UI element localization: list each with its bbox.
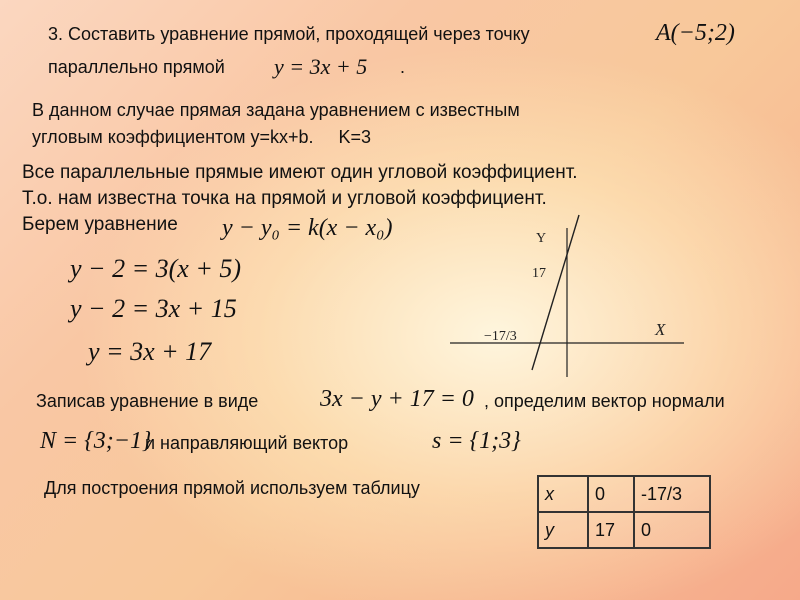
table-cell: y (538, 512, 588, 548)
table-cell: 0 (588, 476, 634, 512)
step-3-formula: y = 3x + 17 (88, 337, 212, 366)
y-axis-label: Y (536, 231, 547, 246)
table-cell: -17/3 (634, 476, 710, 512)
parallel-line-1: Все параллельные прямые имеют один угловой коэффициент. (22, 162, 578, 183)
general-form-formula: 3x − y + 17 = 0 (320, 386, 474, 412)
y-intercept-label: 17 (532, 266, 546, 281)
task-dot: . (400, 57, 406, 77)
task-line-1: 3. Составить уравнение прямой, проходящей через точку (48, 24, 530, 44)
table-cell: x (538, 476, 588, 512)
line-graph (440, 180, 690, 380)
explanation-line-1: В данном случае прямая задана уравнением с известным (32, 100, 520, 120)
vectors-connector: и направляющий вектор (145, 433, 349, 453)
table-row (538, 512, 710, 548)
table-cell: 17 (588, 512, 634, 548)
values-table (537, 475, 711, 549)
parallel-line-3: Берем уравнение (22, 214, 178, 235)
x-axis-label: X (655, 320, 666, 339)
general-form-suffix: , определим вектор нормали (484, 391, 725, 411)
normal-vector-formula: N = {3;−1} (40, 428, 152, 454)
table-intro: Для построения прямой используем таблицу (44, 478, 420, 498)
task-line-2: параллельно прямой (48, 57, 225, 77)
direction-vector-formula: s = {1;3} (432, 428, 521, 454)
general-form-prefix: Записав уравнение в виде (36, 391, 259, 411)
x-intercept-label: −17/3 (484, 329, 517, 344)
step-2-formula: y − 2 = 3x + 15 (70, 294, 237, 323)
point-slope-formula: y − y₀ = k(x − x₀) (222, 215, 393, 241)
table-cell: 0 (634, 512, 710, 548)
parallel-line-2: Т.о. нам известна точка на прямой и угловой коэффициент. (22, 188, 547, 209)
given-line-formula: y = 3x + 5 (274, 54, 368, 79)
explanation-line-2: угловым коэффициентом y=kx+b. K=3 (32, 127, 372, 147)
table-row (538, 476, 710, 512)
step-1-formula: y − 2 = 3(x + 5) (70, 254, 242, 283)
point-a-formula: A(−5;2) (656, 20, 735, 46)
